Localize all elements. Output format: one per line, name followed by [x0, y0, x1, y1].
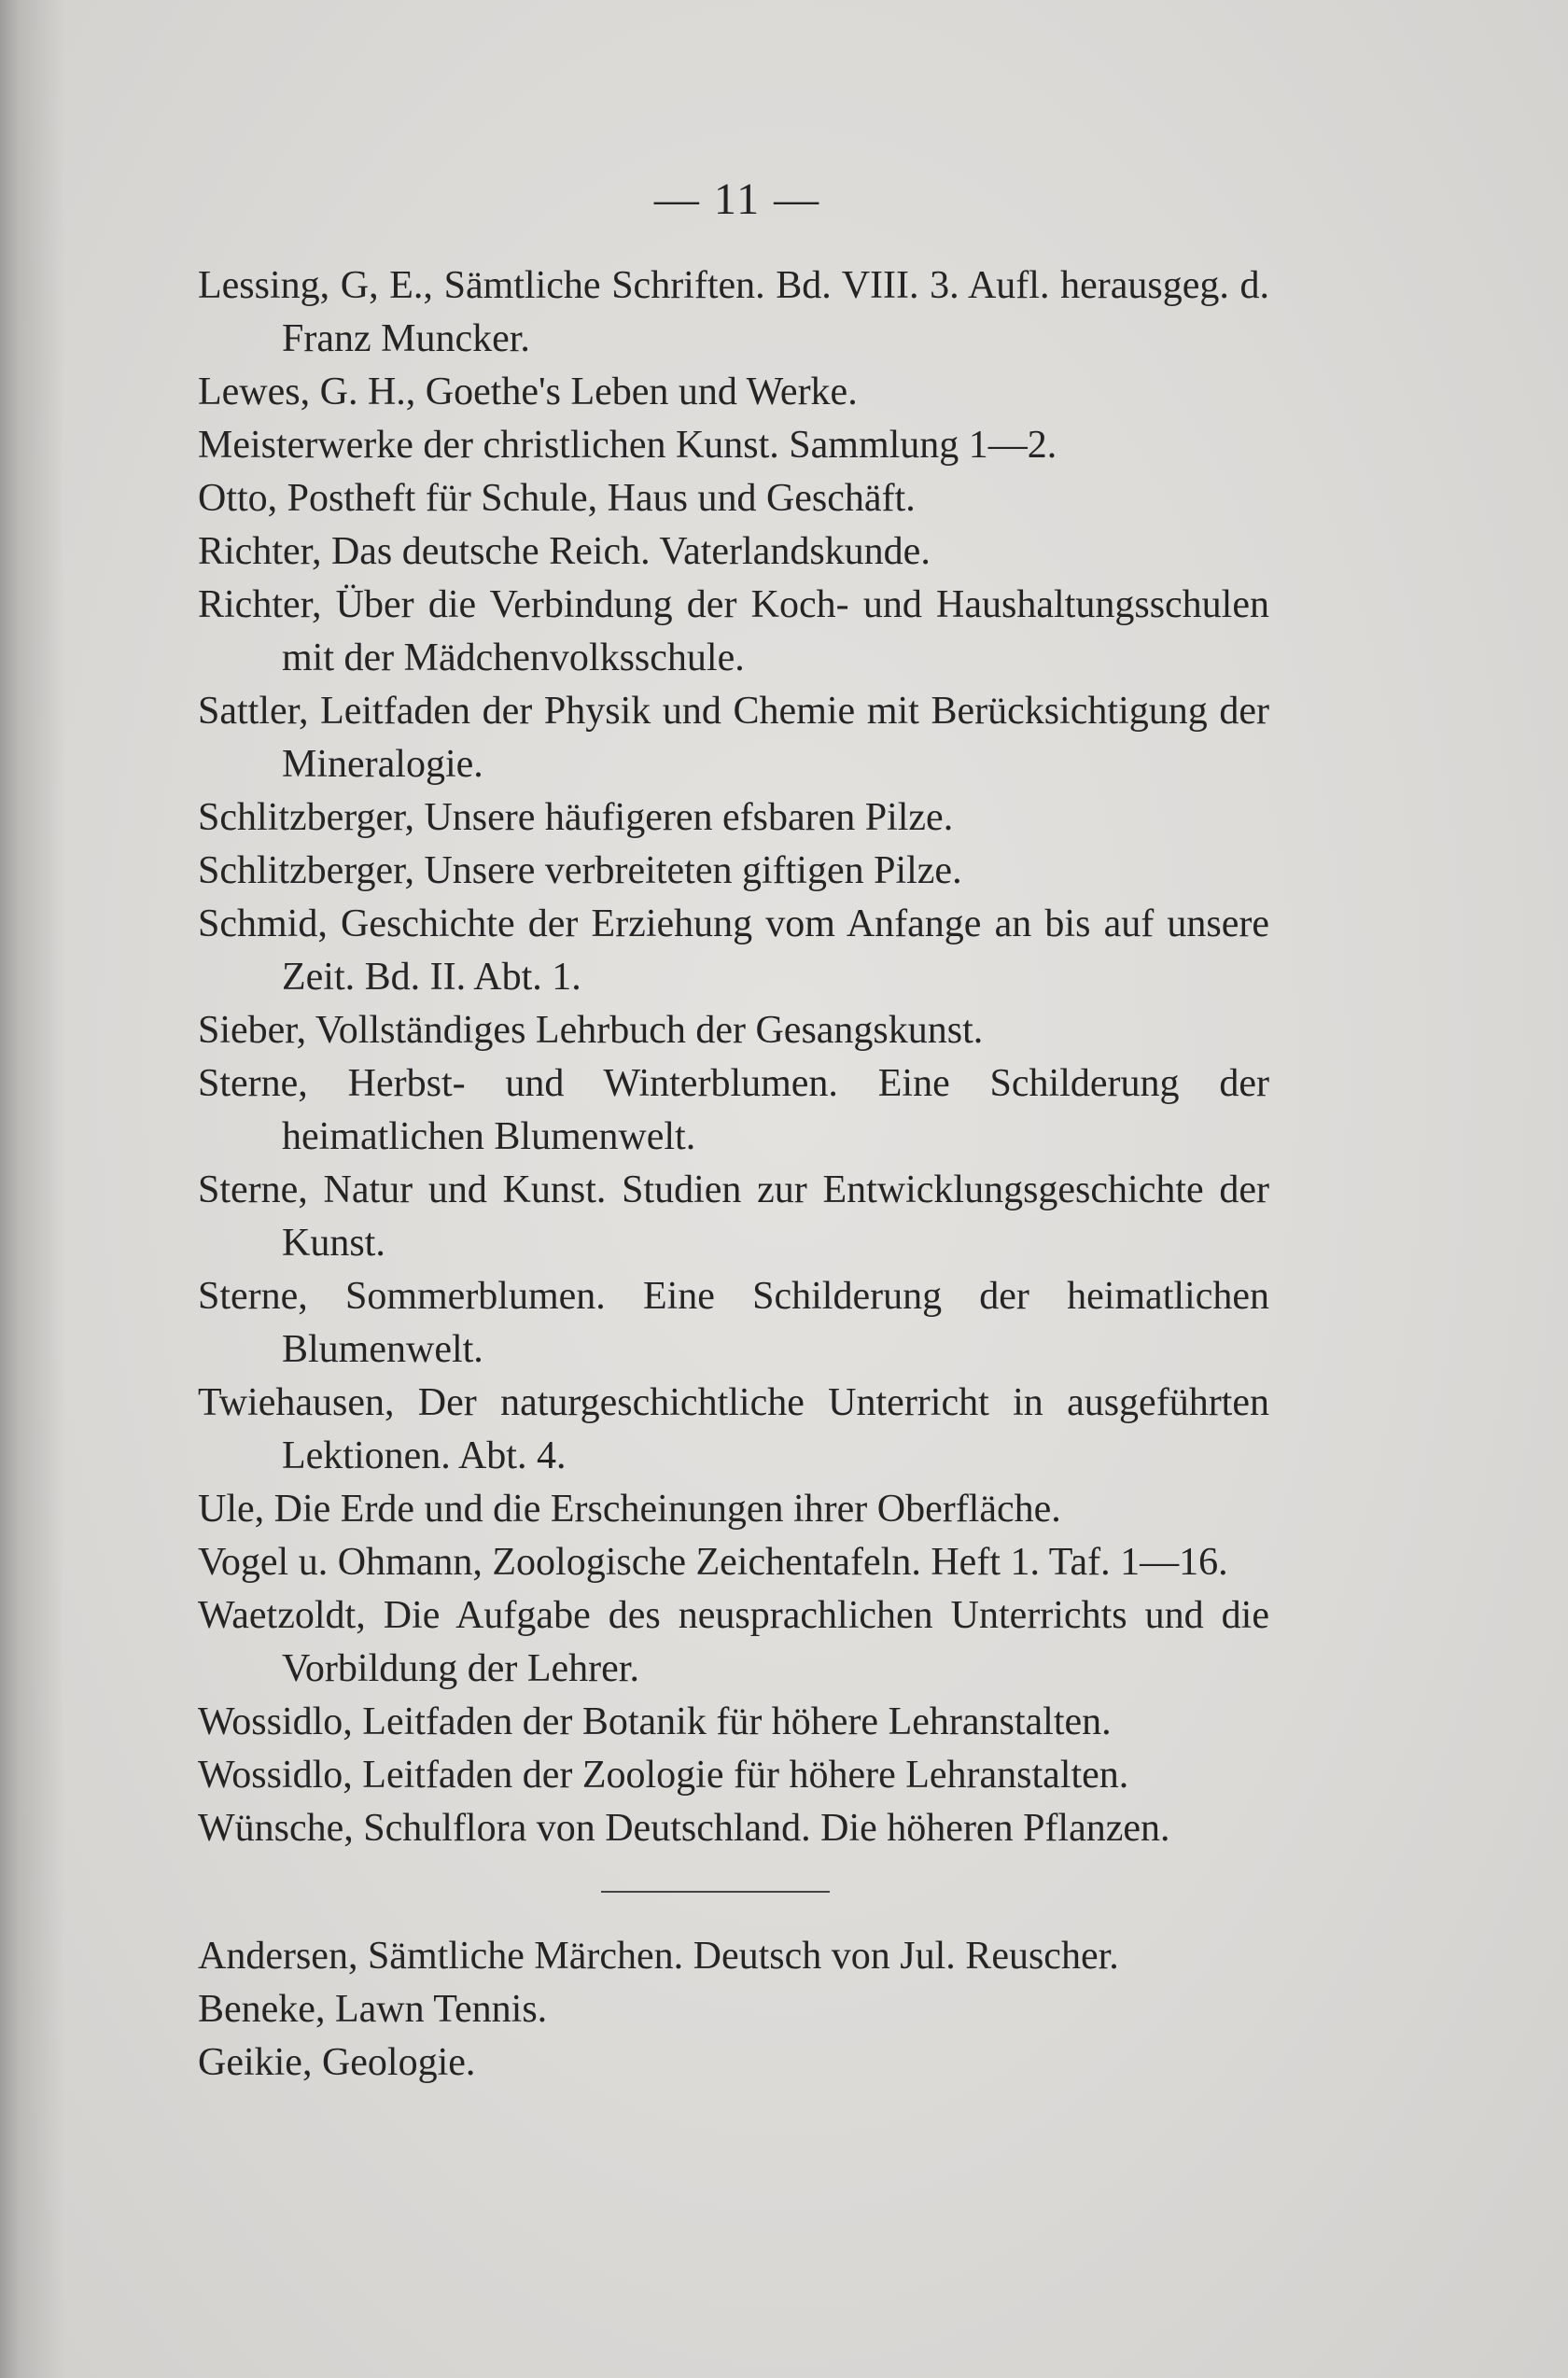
- entry-waetzoldt: Waetzoldt, Die Aufgabe des neusprachlichen Unterrichts und die Vorbildung der Lehrer.: [198, 1594, 1269, 1690]
- entry-richter-reich: Richter, Das deutsche Reich. Vaterlandskunde.: [198, 530, 931, 573]
- page-number: — 11 —: [653, 175, 821, 224]
- entry-vogel-ohmann: Vogel u. Ohmann, Zoologische Zeichentafeln. Heft 1. Taf. 1—16.: [198, 1541, 1228, 1584]
- entry-meisterwerke: Meisterwerke der christlichen Kunst. Sammlung 1—2.: [198, 424, 1057, 467]
- entry-wossidlo-zoologie: Wossidlo, Leitfaden der Zoologie für höhere Lehranstalten.: [198, 1754, 1129, 1797]
- entry-lessing: Lessing, G, E., Sämtliche Schriften. Bd. VIII. 3. Aufl. herausgeg. d. Franz Muncker.: [198, 264, 1269, 360]
- entry-otto: Otto, Postheft für Schule, Haus und Geschäft.: [198, 477, 916, 520]
- entry-andersen: Andersen, Sämtliche Märchen. Deutsch von Jul. Reuscher.: [198, 1935, 1119, 1978]
- entry-sterne-herbst: Sterne, Herbst- und Winterblumen. Eine Schilderung der heimatlichen Blumenwelt.: [198, 1062, 1269, 1158]
- entry-beneke: Beneke, Lawn Tennis.: [198, 1988, 548, 2031]
- entry-wossidlo-botanik: Wossidlo, Leitfaden der Botanik für höhere Lehranstalten.: [198, 1700, 1112, 1743]
- entry-richter-verbindung: Richter, Über die Verbindung der Koch- und Haushaltungsschulen mit der Mädchenvolksschule.: [198, 583, 1269, 679]
- entry-geikie: Geikie, Geologie.: [198, 2041, 476, 2084]
- entry-wuensche: Wünsche, Schulflora von Deutschland. Die höheren Pflanzen.: [198, 1807, 1170, 1850]
- entry-sattler: Sattler, Leitfaden der Physik und Chemie mit Berücksichtigung der Mineralogie.: [198, 690, 1269, 786]
- entry-lewes: Lewes, G. H., Goethe's Leben und Werke.: [198, 371, 858, 413]
- bibliography-list: [198, 259, 1269, 2090]
- entry-schlitzberger-efsbar: Schlitzberger, Unsere häufigeren efsbaren Pilze.: [198, 796, 954, 839]
- entry-schmid: Schmid, Geschichte der Erziehung vom Anfange an bis auf unsere Zeit. Bd. II. Abt. 1.: [198, 902, 1269, 999]
- entry-twiehausen: Twiehausen, Der naturgeschichtliche Unterricht in ausgeführten Lektionen. Abt. 4.: [198, 1381, 1269, 1477]
- entry-sterne-sommer: Sterne, Sommerblumen. Eine Schilderung der heimatlichen Blumenwelt.: [198, 1275, 1269, 1371]
- entry-sieber: Sieber, Vollständiges Lehrbuch der Gesangskunst.: [198, 1009, 984, 1052]
- entry-ule: Ule, Die Erde und die Erscheinungen ihrer Oberfläche.: [198, 1488, 1061, 1531]
- section-divider: [601, 1891, 830, 1893]
- entry-schlitzberger-giftig: Schlitzberger, Unsere verbreiteten giftigen Pilze.: [198, 849, 962, 892]
- entry-sterne-natur: Sterne, Natur und Kunst. Studien zur Entwicklungsgeschichte der Kunst.: [198, 1168, 1269, 1265]
- spine-shadow: [0, 0, 65, 2378]
